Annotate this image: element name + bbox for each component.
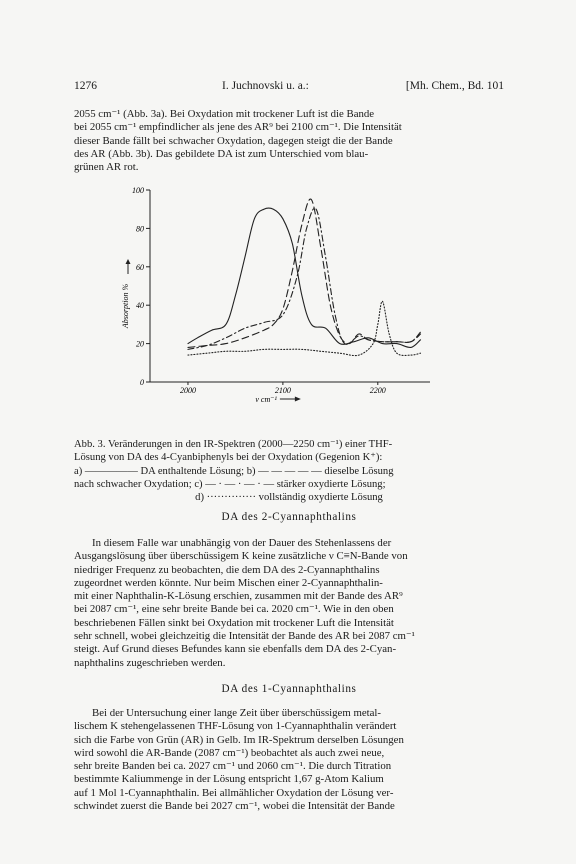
caption-line: d) ·············· vollständig oxydierte Lösung (195, 492, 383, 504)
y-tick-label: 60 (136, 262, 144, 272)
running-authors: I. Juchnovski u. a.: (222, 80, 309, 92)
section-heading-2-cyannaphthalin: DA des 2-Cyannaphthalins (221, 511, 357, 523)
text-line: grünen AR rot. (74, 161, 139, 174)
text-line: Ausgangslösung über überschüssigem K keine zusätzliche ν C≡N-Bande von (74, 550, 408, 563)
section-heading-1-cyannaphthalin: DA des 1-Cyannaphthalins (221, 683, 357, 695)
caption-line: nach schwacher Oxydation; c) — · — · — · — stärker oxydierte Lösung; (74, 478, 386, 490)
intro-paragraph (74, 108, 504, 174)
text-line: sich die Farbe von Grün (AR) in Gelb. Im IR-Spektrum derselben Lösungen (74, 733, 404, 746)
running-header (74, 80, 504, 94)
text-line: wird sowohl die AR-Bande (2087 cm⁻¹) beobachtet als auch zwei neue, (74, 746, 385, 759)
text-line: bestimmte Kaliummenge in der Lösung entspricht 1,67 g-Atom Kalium (74, 773, 384, 786)
text-line: bei 2055 cm⁻¹ empfindlicher als jene des AR⁹ bei 2100 cm⁻¹. Die Intensität (74, 121, 402, 134)
text-line: lischem K stehengelassenen THF-Lösung von 1-Cyannaphthalin verändert (74, 720, 397, 733)
spectrum-curve-long-dash (188, 199, 421, 347)
text-line: naphthalins zugeschrieben werden. (74, 656, 226, 669)
caption-line: Abb. 3. Veränderungen in den IR-Spektren (2000—2250 cm⁻¹) einer THF- (74, 439, 393, 450)
y-tick-label: 0 (140, 378, 144, 387)
x-tick-label: 2100 (274, 386, 291, 395)
journal-reference: [Mh. Chem., Bd. 101 (405, 80, 504, 92)
text-line: des AR (Abb. 3b). Das gebildete DA ist zum Unterschied vom blau- (74, 147, 369, 160)
x-tick-label: 2200 (369, 386, 386, 395)
y-axis-label: Absorption % (121, 283, 130, 329)
caption-line: Lösung von DA des 4-Cyanbiphenyls bei der Oxydation (Gegenion K⁺): (74, 452, 383, 464)
text-line: mit einer Naphthalin-K-Lösung erschien, zusammen mit der Bande des AR⁹ (74, 590, 403, 603)
text-line: sehr schnell, wobei gleichzeitig die Intensität der Bande des AR bei 2087 cm⁻¹ (74, 630, 415, 643)
chart-labels (121, 186, 386, 404)
caption-line: a) ————— DA enthaltende Lösung; b) — — — — — dieselbe Lösung (74, 465, 394, 477)
spectrum-curve-dash-dot (188, 208, 421, 349)
text-line: zugeordnet werden könnte. Nur beim Mischen einer 2-Cyannaphthalin- (74, 576, 383, 589)
y-tick-label: 40 (136, 301, 144, 311)
chart-axes (126, 190, 431, 402)
chart-curves (188, 199, 421, 356)
text-line: auf 1 Mol 1-Cyannaphthalin. Bei allmählicher Oxydation der Lösung ver- (74, 786, 394, 799)
y-arrow-head (126, 259, 131, 264)
x-axis-label: ν cm⁻¹ (255, 395, 277, 404)
text-line: steigt. Auf Grund dieses Befundes kann sie ebenfalls dem DA des 2-Cyan- (74, 643, 397, 656)
x-tick-label: 2000 (179, 386, 196, 395)
y-tick-label: 100 (132, 186, 144, 195)
spectrum-curve-solid (188, 208, 421, 347)
text-line: dieser Bande fällt bei schwacher Oxydation, dagegen steigt die der Bande (74, 134, 393, 147)
y-tick-label: 80 (136, 224, 144, 234)
figure-caption (74, 438, 504, 504)
section-2-paragraph (74, 707, 504, 813)
text-line: schwindet zuerst die Bande bei 2027 cm⁻¹, wobei die Intensität der Bande (74, 800, 395, 813)
y-tick-label: 20 (136, 339, 144, 349)
text-line: beschriebenen Fällen sinkt bei Oxydation mit trockener Luft die Intensität (74, 616, 394, 629)
section-1-paragraph (74, 537, 504, 670)
text-line: sehr breite Banden bei ca. 2027 cm⁻¹ und 2060 cm⁻¹. Die durch Titration (74, 760, 392, 773)
text-line: Bei der Untersuchung einer lange Zeit über überschüssigem metal- (92, 707, 382, 719)
spectrum-curve-dotted (188, 301, 421, 355)
text-line: bei 2087 cm⁻¹, eine sehr breite Bande bei ca. 2020 cm⁻¹. Wie in den oben (74, 603, 394, 616)
text-line: In diesem Falle war unabhängig von der Dauer des Stehenlassens der (92, 537, 392, 549)
x-arrow-head (295, 397, 301, 402)
text-line: niedriger Frequenz zu beobachten, die dem DA des 2-Cyannaphthalins (74, 563, 380, 576)
page-number: 1276 (74, 80, 97, 92)
ir-spectrum-figure (118, 182, 438, 404)
text-line: 2055 cm⁻¹ (Abb. 3a). Bei Oxydation mit trockener Luft ist die Bande (74, 108, 375, 120)
